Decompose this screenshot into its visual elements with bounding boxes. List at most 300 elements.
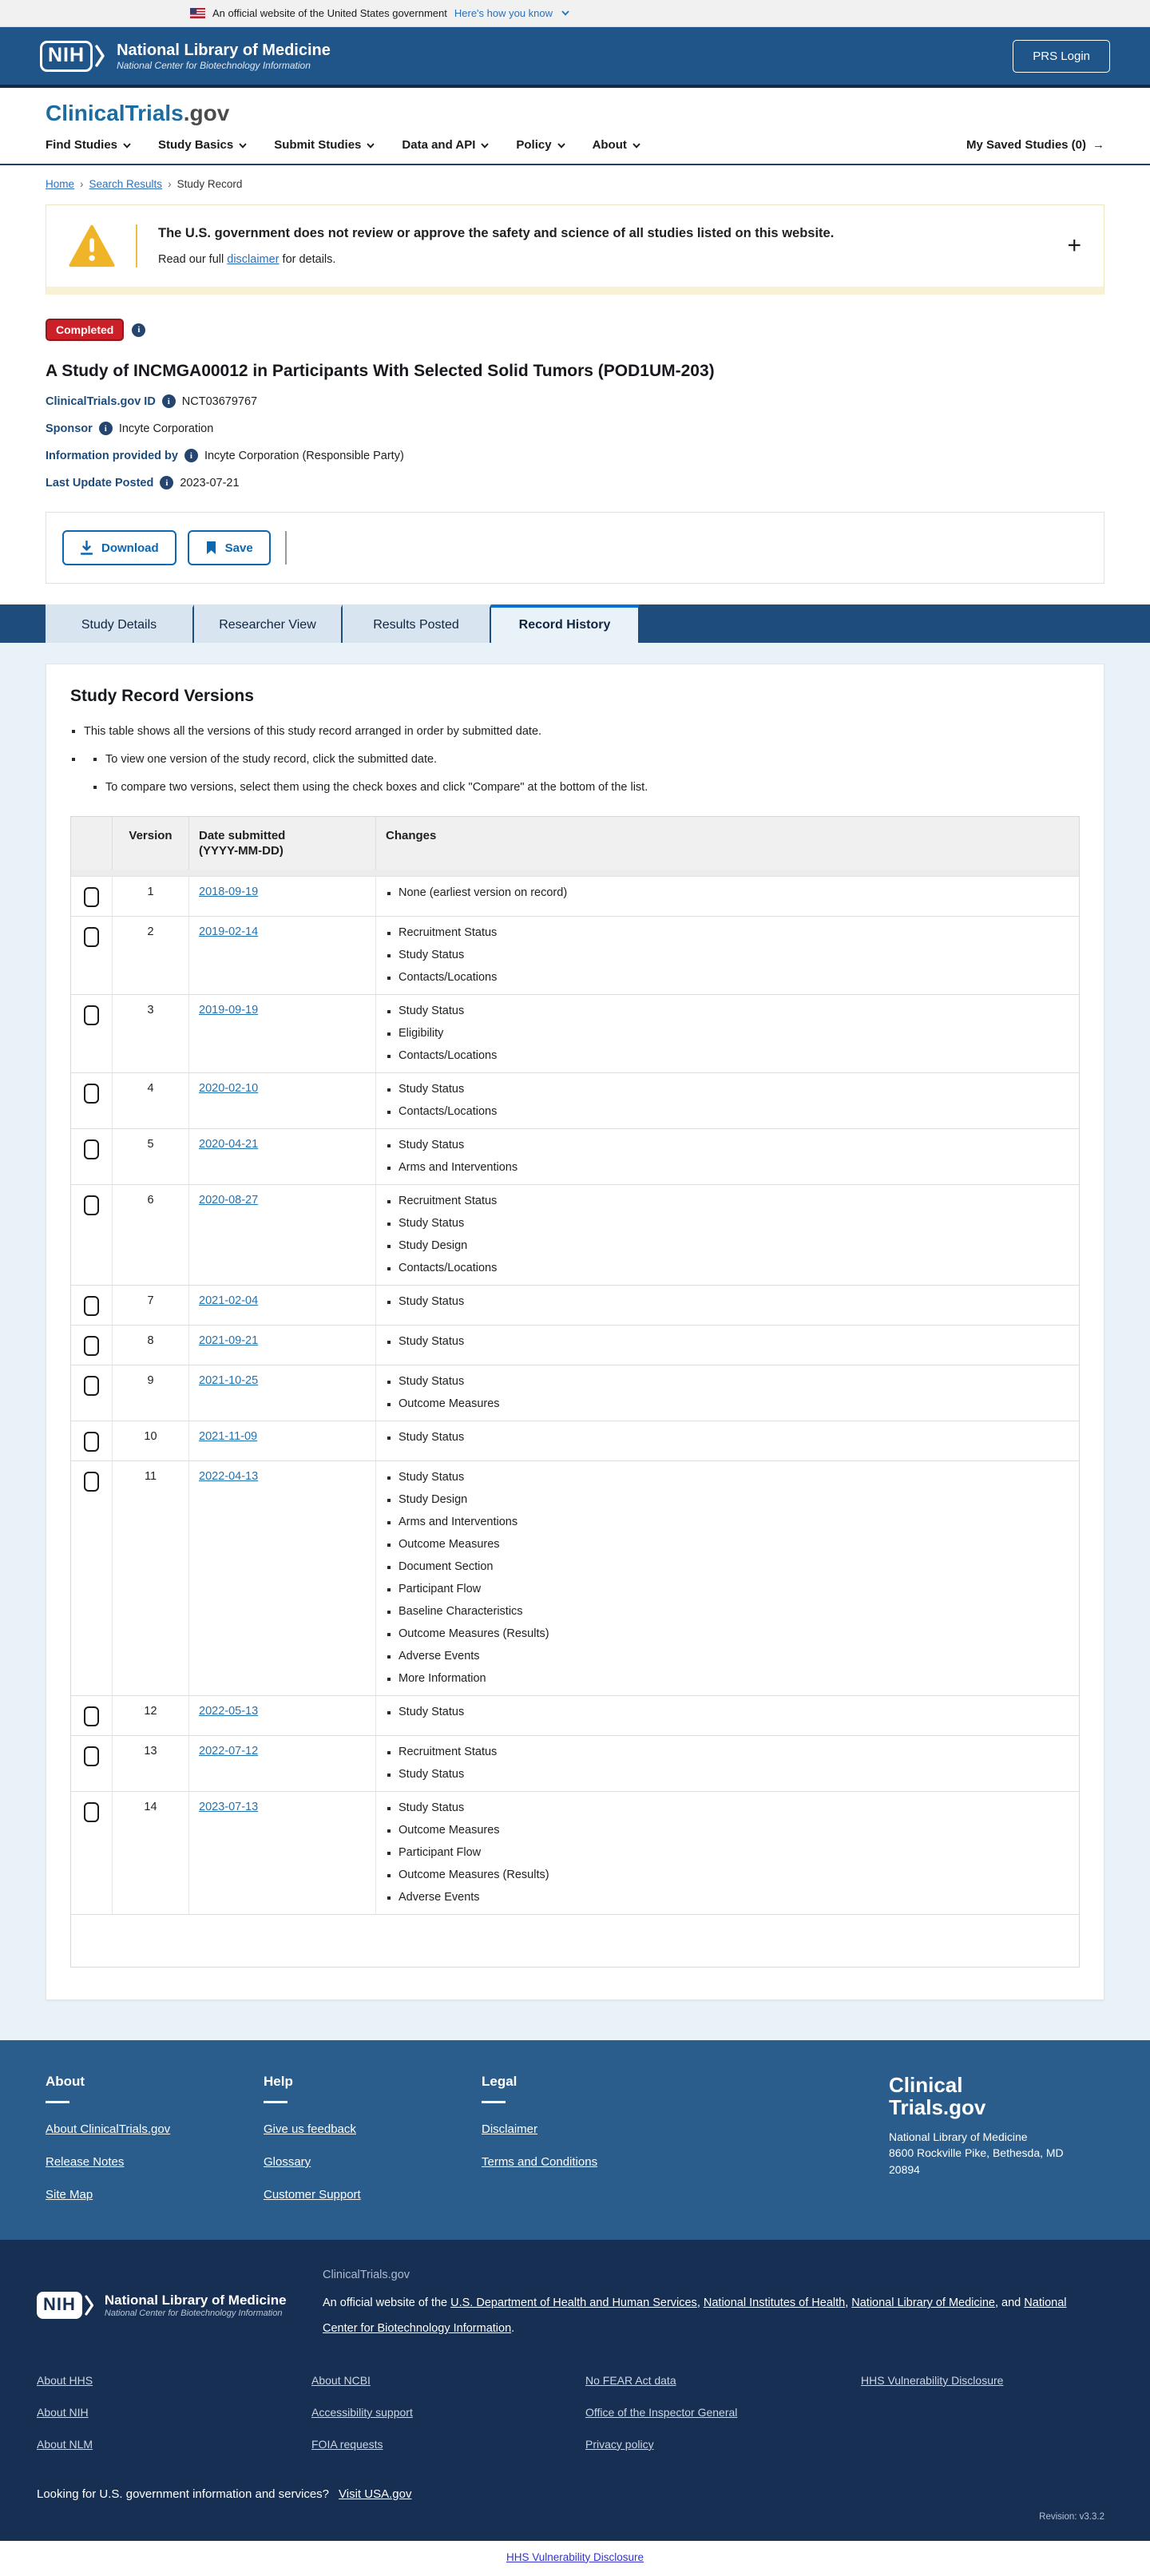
tab-bar (0, 604, 1150, 643)
nav-item-label: Find Studies (46, 138, 117, 152)
changes-list (386, 1374, 1069, 1412)
footer-nih-logo[interactable]: NIH National Library of Medicine National Center for Biotechnology Information (37, 2269, 323, 2342)
nav-item-label: Policy (516, 138, 552, 152)
version-cell: 12 (113, 1696, 189, 1735)
version-checkbox[interactable] (84, 1376, 99, 1396)
footer-link-accessibility-support[interactable]: Accessibility support (311, 2405, 413, 2419)
footer-column-heading: About (46, 2074, 85, 2089)
site-header (0, 88, 1150, 165)
chevron-down-icon (561, 10, 569, 16)
footer-link-foia-requests[interactable]: FOIA requests (311, 2437, 383, 2451)
change-item: Study Status (386, 1705, 1069, 1720)
heading-underline (482, 2101, 506, 2103)
version-cell: 5 (113, 1129, 189, 1184)
footer-link-national-library-of-medicine[interactable]: National Library of Medicine (851, 2297, 995, 2309)
tab-study-details[interactable]: Study Details (46, 604, 194, 643)
footer-nlm-title: National Library of Medicine (104, 2292, 287, 2308)
bookmark-icon (205, 541, 217, 555)
version-checkbox[interactable] (84, 1084, 99, 1104)
table-row (71, 877, 1079, 916)
info-icon[interactable]: i (184, 449, 198, 462)
version-cell: 8 (113, 1326, 189, 1365)
info-icon[interactable]: i (162, 394, 176, 408)
table-header (71, 817, 1079, 870)
footer-link-terms-and-conditions[interactable]: Terms and Conditions (482, 2155, 598, 2169)
footer-link-u-s-department-of-health-and-human-services[interactable]: U.S. Department of Health and Human Services (450, 2297, 697, 2309)
address-line: National Library of Medicine (889, 2130, 1028, 2144)
intro-sub-list (92, 751, 1080, 795)
nav-item-find-studies[interactable] (46, 138, 131, 152)
version-checkbox[interactable] (84, 1195, 99, 1215)
checkbox-cell (71, 1129, 113, 1184)
footer-link-about-clinicaltrials-gov[interactable]: About ClinicalTrials.gov (46, 2122, 171, 2136)
changes-list (386, 1801, 1069, 1905)
tab-researcher-view[interactable]: Researcher View (194, 604, 343, 643)
changes-list (386, 1194, 1069, 1276)
change-item: Study Status (386, 1004, 1069, 1019)
version-date-link[interactable]: 2021-10-25 (199, 1374, 259, 1387)
version-date-link[interactable]: 2023-07-13 (199, 1801, 259, 1813)
footer-column-legal (482, 2074, 700, 2201)
change-item: Study Status (386, 1374, 1069, 1389)
changes-list (386, 1334, 1069, 1349)
status-row (46, 319, 1104, 341)
changes-cell (376, 1073, 1079, 1128)
nih-chevron-icon (95, 44, 105, 68)
meta-value: Incyte Corporation (Responsible Party) (204, 449, 404, 462)
change-item: Outcome Measures (386, 1397, 1069, 1412)
changes-cell (376, 1129, 1079, 1184)
changes-list (386, 1004, 1069, 1064)
table-row (71, 1421, 1079, 1460)
clipped-row-strip (71, 870, 1079, 877)
change-item: More Information (386, 1671, 1069, 1686)
study-meta-row (46, 449, 1104, 462)
footer-column-heading: Legal (482, 2074, 518, 2089)
version-date-link[interactable]: 2019-09-19 (199, 1004, 259, 1017)
change-item: Study Status (386, 948, 1069, 963)
changes-cell (376, 1286, 1079, 1325)
version-cell: 3 (113, 995, 189, 1072)
gov-banner (0, 0, 1150, 27)
version-checkbox[interactable] (84, 1432, 99, 1452)
change-item: Outcome Measures (Results) (386, 1868, 1069, 1883)
nav-item-label: About (592, 138, 627, 152)
table-row (71, 994, 1079, 1072)
date-cell (189, 1461, 376, 1695)
version-date-link[interactable]: 2019-02-14 (199, 925, 259, 938)
site-footer (0, 2040, 1150, 2240)
warning-banner (46, 204, 1104, 295)
study-meta (46, 394, 1104, 489)
changes-list (386, 1745, 1069, 1782)
breadcrumb-separator: › (168, 178, 172, 190)
footer-dark-column-1 (37, 2374, 311, 2470)
footer-link-about-nih[interactable]: About NIH (37, 2405, 89, 2419)
table-row (71, 1072, 1079, 1128)
sentence-text: . (511, 2321, 515, 2335)
version-cell: 13 (113, 1736, 189, 1791)
changes-list (386, 1138, 1069, 1175)
change-item: Study Design (386, 1492, 1069, 1508)
version-date-link[interactable]: 2022-04-13 (199, 1470, 259, 1483)
version-checkbox[interactable] (84, 1746, 99, 1766)
change-item: Study Status (386, 1801, 1069, 1816)
visit-usa-gov-link[interactable]: Visit USA.gov (339, 2487, 412, 2501)
change-item: Study Status (386, 1294, 1069, 1310)
table-row (71, 1791, 1079, 1914)
gov-banner-text: An official website of the United States government (212, 7, 447, 19)
warning-text (158, 226, 834, 266)
meta-value: Incyte Corporation (118, 422, 214, 435)
version-checkbox[interactable] (84, 1296, 99, 1316)
change-item: Adverse Events (386, 1890, 1069, 1905)
warning-subtext: Read our full disclaimer for details. (158, 253, 336, 266)
version-date-link[interactable]: 2020-04-21 (199, 1138, 259, 1151)
version-date-link[interactable]: 2020-02-10 (199, 1082, 259, 1095)
version-checkbox[interactable] (84, 1472, 99, 1492)
checkbox-header (71, 817, 113, 870)
changes-cell (376, 1461, 1079, 1695)
footer-column-heading: Help (264, 2074, 293, 2089)
info-icon[interactable]: i (132, 323, 145, 337)
footer-link-privacy-policy[interactable]: Privacy policy (585, 2437, 654, 2451)
usa-gov-line: Looking for U.S. government information and services? Visit USA.gov (37, 2487, 412, 2501)
breadcrumb-item-search-results[interactable]: Search Results (89, 178, 163, 190)
chevron-down-icon (557, 143, 565, 149)
footer-ct-label: ClinicalTrials.gov (323, 2269, 410, 2281)
version-cell: 10 (113, 1421, 189, 1460)
study-meta-row (46, 422, 1104, 435)
footer-column-about (46, 2074, 264, 2201)
footer-column-help (264, 2074, 482, 2201)
tab-results-posted[interactable]: Results Posted (343, 604, 491, 643)
changes-list (386, 1705, 1069, 1720)
footer-link-office-of-the-inspector-general[interactable]: Office of the Inspector General (585, 2405, 738, 2419)
footer-link-hhs-vulnerability-disclosure[interactable]: HHS Vulnerability Disclosure (861, 2373, 1004, 2387)
date-cell (189, 1286, 376, 1325)
sentence-text: , (696, 2297, 704, 2309)
version-date-link[interactable]: 2022-07-12 (199, 1745, 259, 1758)
changes-list (386, 1294, 1069, 1310)
version-cell: 7 (113, 1286, 189, 1325)
warning-title: The U.S. government does not review or approve the safety and science of all studies listed on this website. (158, 226, 835, 240)
checkbox-cell (71, 995, 113, 1072)
table-row (71, 1325, 1079, 1365)
warning-triangle-icon (69, 224, 115, 268)
change-item: Study Status (386, 1767, 1069, 1782)
table-row (71, 1695, 1079, 1735)
version-checkbox[interactable] (84, 887, 99, 907)
version-date-link[interactable]: 2021-02-04 (199, 1294, 259, 1307)
meta-label-information-provided-by: Information provided by (46, 449, 178, 462)
save-button[interactable]: Save (188, 530, 271, 565)
download-button[interactable]: Download (62, 530, 176, 565)
bottom-strip (0, 2541, 1150, 2576)
footer-link-glossary[interactable]: Glossary (264, 2155, 311, 2169)
action-bar (46, 512, 1104, 584)
change-item: None (earliest version on record) (386, 886, 1069, 901)
version-date-link[interactable]: 2022-05-13 (199, 1705, 259, 1718)
change-item: Recruitment Status (386, 1194, 1069, 1209)
change-item: Outcome Measures (386, 1823, 1069, 1838)
meta-label-last-update-posted: Last Update Posted (46, 476, 154, 489)
footer-ncbi-subtitle: National Center for Biotechnology Information (104, 2308, 283, 2319)
version-cell: 2 (113, 917, 189, 994)
study-meta-row (46, 476, 1104, 489)
change-item: Recruitment Status (386, 925, 1069, 941)
version-checkbox[interactable] (84, 1706, 99, 1726)
nav-item-label: Data and API (402, 138, 476, 152)
nav-item-label: Study Basics (158, 138, 234, 152)
changes-cell (376, 1792, 1079, 1914)
date-cell (189, 877, 376, 916)
footer-link-national-institutes-of-health[interactable]: National Institutes of Health (703, 2297, 846, 2309)
breadcrumb-item-home[interactable]: Home (46, 178, 75, 190)
status-badge: Completed (46, 319, 124, 341)
chevron-down-icon (632, 143, 640, 149)
meta-label-clinicaltrials-gov-id: ClinicalTrials.gov ID (46, 394, 156, 408)
text-cursor (285, 531, 287, 565)
disclaimer-link[interactable]: disclaimer (227, 253, 280, 266)
divider (136, 224, 137, 268)
government-footer (0, 2240, 1150, 2541)
changes-cell (376, 1696, 1079, 1735)
sentence-text: An official website of the (323, 2297, 451, 2309)
date-cell (189, 1792, 376, 1914)
info-icon[interactable]: i (99, 422, 113, 435)
saved-studies-label: My Saved Studies (0) (966, 138, 1086, 152)
changes-list (386, 1430, 1069, 1445)
hhs-vulnerability-disclosure-link[interactable]: HHS Vulnerability Disclosure (506, 2550, 644, 2563)
nav-item-label: Submit Studies (274, 138, 362, 152)
download-icon (80, 541, 93, 555)
version-date-link[interactable]: 2021-09-21 (199, 1334, 259, 1347)
changes-header: Changes (386, 829, 437, 842)
heading-underline (46, 2101, 69, 2103)
checkbox-cell (71, 877, 113, 916)
instruction-item: This table shows all the versions of this study record arranged in order by submitted date. (70, 723, 1080, 739)
chevron-down-icon (123, 143, 131, 149)
arrow-right-icon: → (1092, 138, 1104, 152)
footer-link-release-notes[interactable]: Release Notes (46, 2155, 125, 2169)
ncbi-subtitle: National Center for Biotechnology Information (117, 59, 311, 71)
expand-banner-button[interactable]: + (1067, 232, 1081, 259)
change-item: Contacts/Locations (386, 1048, 1069, 1064)
change-item: Study Status (386, 1470, 1069, 1485)
date-header: Date submitted (YYYY-MM-DD) (189, 817, 376, 870)
instruction-item: To compare two versions, select them using the check boxes and click "Compare" at the bottom of the list. (92, 779, 1080, 795)
nav-item-data-and-api[interactable] (402, 138, 489, 152)
version-date-link[interactable]: 2018-09-19 (199, 886, 259, 898)
changes-list (386, 886, 1069, 901)
checkbox-cell (71, 1185, 113, 1285)
checkbox-cell (71, 1286, 113, 1325)
change-item: Study Status (386, 1082, 1069, 1097)
changes-cell (376, 917, 1079, 994)
date-cell (189, 1696, 376, 1735)
breadcrumb-item-study-record: Study Record (176, 178, 243, 190)
version-cell: 4 (113, 1073, 189, 1128)
changes-list (386, 1470, 1069, 1686)
versions-table-body (71, 877, 1079, 1914)
changes-cell (376, 1736, 1079, 1791)
checkbox-cell (71, 1073, 113, 1128)
meta-value: 2023-07-21 (180, 476, 240, 489)
meta-value: NCT03679767 (181, 394, 258, 408)
changes-cell (376, 995, 1079, 1072)
sentence-text: , and (995, 2297, 1025, 2309)
record-history-panel (0, 643, 1150, 2040)
nih-logo-box: NIH (40, 41, 93, 72)
checkbox-cell (71, 1461, 113, 1695)
my-saved-studies-link[interactable] (966, 138, 1104, 152)
version-checkbox[interactable] (84, 927, 99, 947)
table-row (71, 1365, 1079, 1421)
change-item: Study Status (386, 1430, 1069, 1445)
date-cell (189, 995, 376, 1072)
version-checkbox[interactable] (84, 1139, 99, 1159)
checkbox-cell (71, 1696, 113, 1735)
footer-link-about-nlm[interactable]: About NLM (37, 2437, 93, 2451)
date-cell (189, 1129, 376, 1184)
table-row (71, 1460, 1079, 1695)
footer-dark-grid (37, 2374, 1104, 2470)
footer-link-national-center-for-biotechnology-information[interactable]: National Center for Biotechnology Information (323, 2297, 1067, 2335)
footer-link-columns (46, 2074, 700, 2201)
change-item: Study Status (386, 1334, 1069, 1349)
checkbox-cell (71, 917, 113, 994)
nav-item-study-basics[interactable] (158, 138, 247, 152)
version-header: Version (113, 817, 189, 870)
change-item: Contacts/Locations (386, 970, 1069, 985)
study-meta-row (46, 394, 1104, 408)
section-heading: Study Record Versions (70, 687, 254, 705)
date-cell (189, 1736, 376, 1791)
nlm-title: National Library of Medicine (117, 41, 331, 59)
change-item: Contacts/Locations (386, 1261, 1069, 1276)
nav-item-policy[interactable] (516, 138, 565, 152)
table-row (71, 1735, 1079, 1791)
changes-cell (376, 1421, 1079, 1460)
breadcrumb (46, 178, 1104, 190)
checkbox-cell (71, 1365, 113, 1421)
date-cell (189, 917, 376, 994)
tab-record-history[interactable]: Record History (491, 604, 640, 643)
date-cell (189, 1326, 376, 1365)
footer-dark-column-4 (861, 2374, 1104, 2470)
sub-list-holder (70, 751, 1080, 795)
nih-header (0, 27, 1150, 88)
version-cell: 11 (113, 1461, 189, 1695)
chevron-down-icon (239, 143, 247, 149)
meta-label-sponsor: Sponsor (46, 422, 93, 435)
footer-brand (889, 2074, 1104, 2201)
footer-link-about-ncbi[interactable]: About NCBI (311, 2373, 371, 2387)
official-sentence (323, 2291, 1104, 2342)
table-row (71, 1285, 1079, 1325)
version-cell: 6 (113, 1185, 189, 1285)
version-checkbox[interactable] (84, 1802, 99, 1822)
primary-nav (46, 138, 1104, 164)
how-you-know-link[interactable]: Here's how you know (454, 7, 553, 19)
changes-list (386, 1082, 1069, 1120)
revision-label: Revision: v3.3.2 (1039, 2511, 1104, 2522)
changes-cell (376, 877, 1079, 916)
change-item: Eligibility (386, 1026, 1069, 1041)
checkbox-cell (71, 1326, 113, 1365)
chevron-down-icon (481, 143, 489, 149)
footer-link-give-us-feedback[interactable]: Give us feedback (264, 2122, 356, 2136)
prs-login-button[interactable]: PRS Login (1013, 40, 1110, 73)
changes-cell (376, 1185, 1079, 1285)
table-row (71, 1184, 1079, 1285)
change-item: Outcome Measures (386, 1537, 1069, 1552)
heading-underline (264, 2101, 288, 2103)
chevron-down-icon (367, 143, 375, 149)
versions-table (70, 816, 1080, 1968)
change-item: Contacts/Locations (386, 1104, 1069, 1120)
checkbox-cell (71, 1421, 113, 1460)
nih-logo[interactable] (40, 41, 331, 72)
change-item: Arms and Interventions (386, 1160, 1069, 1175)
version-date-link[interactable]: 2021-11-09 (199, 1430, 258, 1443)
us-flag-icon (190, 8, 205, 18)
clinicaltrials-logo[interactable]: ClinicalTrials.gov (46, 101, 230, 125)
instructions-list (70, 723, 1080, 795)
version-cell: 9 (113, 1365, 189, 1421)
date-cell (189, 1365, 376, 1421)
footer-dark-column-3 (585, 2374, 861, 2470)
checkbox-cell (71, 1792, 113, 1914)
change-item: Baseline Characteristics (386, 1604, 1069, 1619)
version-checkbox[interactable] (84, 1336, 99, 1356)
checkbox-cell (71, 1736, 113, 1791)
study-record-versions-card (46, 664, 1104, 2000)
version-date-link[interactable]: 2020-08-27 (199, 1194, 259, 1207)
version-cell: 14 (113, 1792, 189, 1914)
footer-link-about-hhs[interactable]: About HHS (37, 2373, 93, 2387)
page-title: A Study of INCMGA00012 in Participants With Selected Solid Tumors (POD1UM-203) (46, 362, 715, 380)
footer-link-disclaimer[interactable]: Disclaimer (482, 2122, 538, 2136)
change-item: Participant Flow (386, 1845, 1069, 1861)
nav-item-submit-studies[interactable] (274, 138, 375, 152)
nav-item-about[interactable] (593, 138, 640, 152)
footer-link-customer-support[interactable]: Customer Support (264, 2188, 361, 2201)
table-row (71, 916, 1079, 994)
change-item: Recruitment Status (386, 1745, 1069, 1760)
date-cell (189, 1185, 376, 1285)
instruction-item: To view one version of the study record, click the submitted date. (92, 751, 1080, 767)
version-checkbox[interactable] (84, 1005, 99, 1025)
version-cell: 1 (113, 877, 189, 916)
footer-link-no-fear-act-data[interactable]: No FEAR Act data (585, 2373, 676, 2387)
footer-clinicaltrials-logo: Clinical Trials.gov (889, 2073, 986, 2120)
changes-cell (376, 1326, 1079, 1365)
change-item: Document Section (386, 1559, 1069, 1575)
date-cell (189, 1421, 376, 1460)
footer-dark-column-2 (311, 2374, 585, 2470)
footer-link-site-map[interactable]: Site Map (46, 2188, 93, 2201)
table-row (71, 1128, 1079, 1184)
address-line: 20894 (889, 2162, 920, 2176)
change-item: Study Status (386, 1138, 1069, 1153)
breadcrumb-separator: › (80, 178, 84, 190)
change-item: Study Status (386, 1216, 1069, 1231)
info-icon[interactable]: i (160, 476, 173, 489)
footer-address (889, 2129, 1104, 2178)
changes-cell (376, 1365, 1079, 1421)
